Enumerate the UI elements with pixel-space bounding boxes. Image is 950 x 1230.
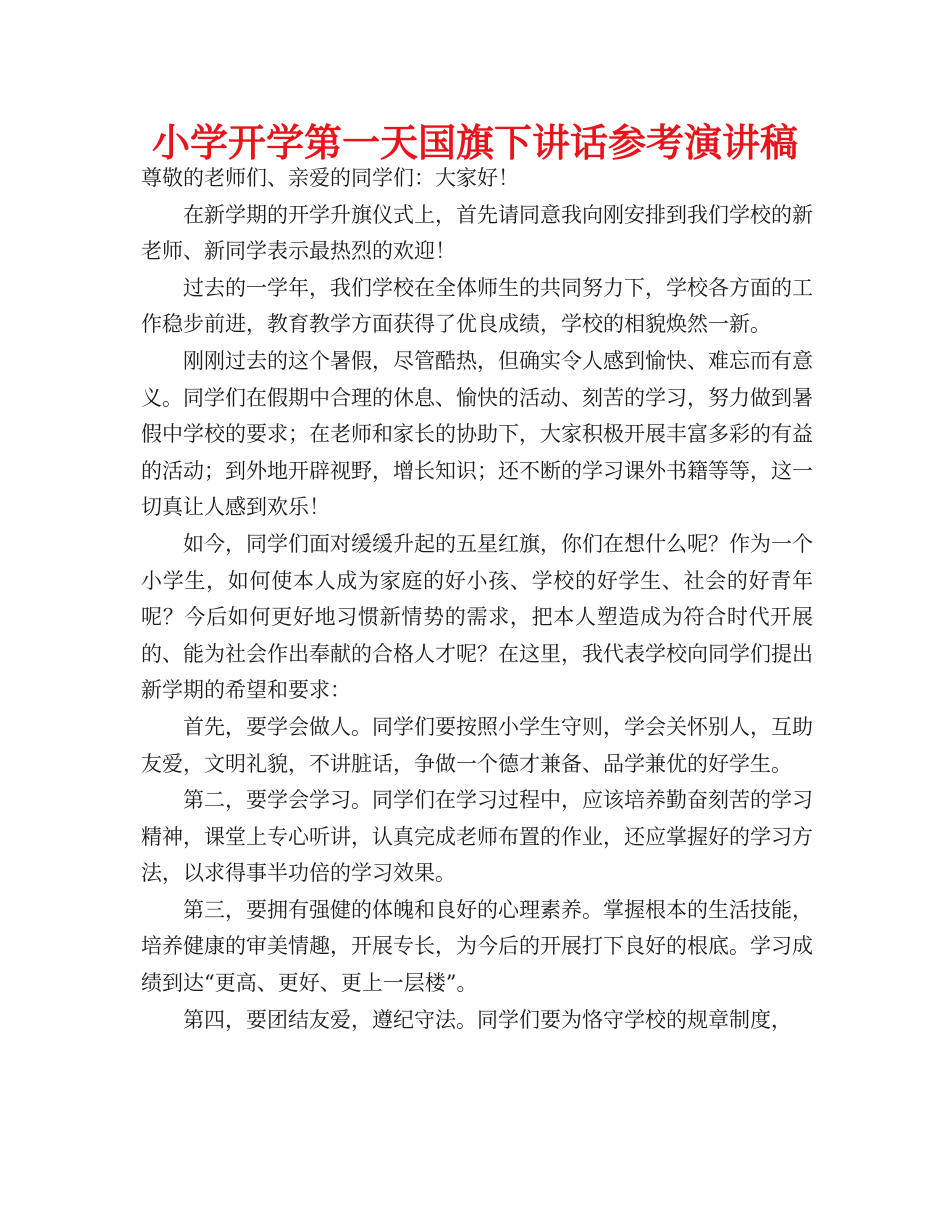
greeting-line: 尊敬的老师们、亲爱的同学们：大家好！: [141, 166, 519, 190]
document-body: [141, 160, 813, 1038]
paragraph-4: 如今，同学们面对缓缓升起的五星红旗，你们在想什么呢？作为一个小学生，如何使本人成为家庭的好小孩、学校的好学生、社会的好青年呢？今后如何更好地习惯新情势的需求，把本人塑造成为符合时代开展的、能为社会作出奉献的合格人才呢？在这里，我代表学校向同学们提出新学期的希望和要求：: [141, 531, 813, 703]
paragraph-8: 第四，要团结友爱，遵纪守法。同学们要为恪守学校的规章制度，: [183, 1007, 792, 1032]
paragraph-5: 首先，要学会做人。同学们要按照小学生守则，学会关怀别人，互助友爱，文明礼貌，不讲脏话，争做一个德才兼备、品学兼优的好学生。: [141, 714, 813, 776]
paragraph-2: 过去的一学年，我们学校在全体师生的共同努力下，学校各方面的工作稳步前进，教育教学方面获得了优良成绩，学校的相貌焕然一新。: [141, 275, 813, 337]
paragraph-6: 第二，要学会学习。同学们在学习过程中，应该培养勤奋刻苦的学习精神，课堂上专心听讲，认真完成老师布置的作业，还应掌握好的学习方法，以求得事半功倍的学习效果。: [141, 788, 813, 886]
paragraph-3: 刚刚过去的这个暑假，尽管酷热，但确实令人感到愉快、难忘而有意义。同学们在假期中合理的休息、愉快的活动、刻苦的学习，努力做到暑假中学校的要求；在老师和家长的协助下，大家积极开展丰富多彩的有益的活动；到外地开辟视野，增长知识；还不断的学习课外书籍等等，这一切真让人感到欢乐！: [141, 348, 813, 520]
document-title: 小学开学第一天国旗下讲话参考演讲稿: [151, 121, 798, 165]
paragraph-1: 在新学期的开学升旗仪式上，首先请同意我向刚安排到我们学校的新老师、新同学表示最热烈的欢迎！: [141, 202, 813, 264]
paragraph-7: 第三，要拥有强健的体魄和良好的心理素养。掌握根本的生活技能，培养健康的审美情趣，开展专长，为今后的开展打下良好的根底。学习成绩到达“更高、更好、更上一层楼”。: [141, 897, 813, 996]
